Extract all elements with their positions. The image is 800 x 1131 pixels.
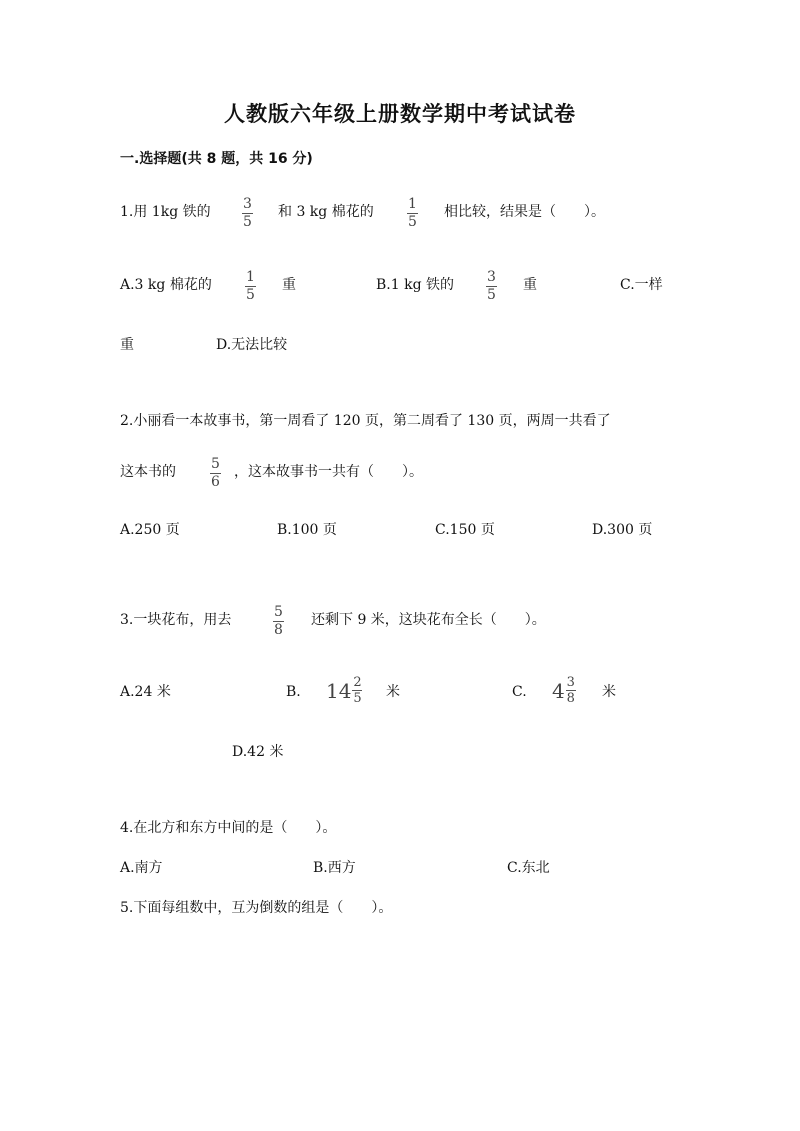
q4-option-a: A.南方	[120, 860, 163, 876]
q1-text-part1: 1.用 1kg 铁的	[120, 204, 211, 220]
page-title: 人教版六年级上册数学期中考试试卷	[224, 102, 576, 126]
q2-fraction-num: 5	[211, 456, 220, 472]
q1-option-d: D.无法比较	[216, 337, 288, 353]
q3-option-c-fraction	[566, 676, 576, 705]
q2-option-c: C.150 页	[435, 522, 495, 538]
q4-text: 4.在北方和东方中间的是（ ）。	[120, 820, 337, 836]
q1-option-a-den: 5	[246, 287, 255, 303]
q3-option-c-whole: 4	[552, 678, 565, 703]
q4-option-b: B.西方	[313, 860, 356, 876]
q2-text-line1: 2.小丽看一本故事书，第一周看了 120 页，第二周看了 130 页，两周一共看了	[120, 413, 611, 429]
q3-option-c-unit: 米	[602, 684, 616, 700]
q3-option-b-whole: 14	[326, 678, 352, 703]
q3-option-b-num: 2	[353, 675, 362, 690]
q3-option-b-unit: 米	[386, 684, 400, 700]
q3-option-c-label: C.	[512, 684, 527, 700]
q1-fraction-1-den: 5	[243, 214, 252, 230]
q1-option-a-label: A.3 kg 棉花的	[120, 277, 212, 293]
q1-option-a-suffix: 重	[282, 277, 296, 293]
q1-fraction-2	[407, 197, 418, 230]
q1-option-b-num: 3	[487, 269, 496, 285]
q1-option-a-num: 1	[246, 269, 255, 285]
q3-option-c-den: 8	[566, 691, 575, 706]
q1-fraction-2-den: 5	[408, 214, 417, 230]
q3-option-b-den: 5	[353, 691, 362, 706]
q3-option-c-mixed-number	[552, 676, 576, 705]
q1-fraction-1	[242, 197, 253, 230]
q1-option-c-line1: C.一样	[620, 277, 663, 293]
section-heading: 一.选择题(共 8 题，共 16 分)	[120, 151, 313, 167]
q2-option-d: D.300 页	[592, 522, 653, 538]
q1-option-b-suffix: 重	[523, 277, 537, 293]
q2-fraction-den: 6	[211, 474, 220, 490]
q4-option-c: C.东北	[507, 860, 550, 876]
q3-fraction-num: 5	[274, 604, 283, 620]
q1-option-b-label: B.1 kg 铁的	[376, 277, 454, 293]
q3-option-c-num: 3	[566, 675, 575, 690]
q1-fraction-1-num: 3	[243, 196, 252, 212]
q3-option-b-mixed-number	[326, 676, 362, 705]
q1-option-a-fraction	[245, 270, 256, 303]
q3-text-post: 还剩下 9 米，这块花布全长（ ）。	[311, 612, 546, 628]
q1-option-c-line2: 重	[120, 337, 134, 353]
q2-text-line2-post: ，这本故事书一共有（ ）。	[234, 464, 423, 480]
q1-fraction-2-num: 1	[408, 196, 417, 212]
q1-text-part2: 和 3 kg 棉花的	[278, 204, 374, 220]
q3-fraction	[273, 605, 284, 638]
q3-option-a: A.24 米	[120, 684, 171, 700]
q3-option-b-fraction	[352, 676, 362, 705]
q3-option-d: D.42 米	[232, 744, 284, 760]
q2-text-line2-pre: 这本书的	[120, 464, 176, 480]
q1-option-b-fraction	[486, 270, 497, 303]
q2-option-b: B.100 页	[277, 522, 337, 538]
q3-option-b-label: B.	[286, 684, 301, 700]
q3-text-pre: 3.一块花布，用去	[120, 612, 232, 628]
q2-fraction	[210, 457, 221, 490]
q2-option-a: A.250 页	[120, 522, 180, 538]
q3-fraction-den: 8	[274, 622, 283, 638]
q1-text-part3: 相比较，结果是（ ）。	[444, 204, 605, 220]
q5-text: 5.下面每组数中，互为倒数的组是（ ）。	[120, 900, 393, 916]
q1-option-b-den: 5	[487, 287, 496, 303]
